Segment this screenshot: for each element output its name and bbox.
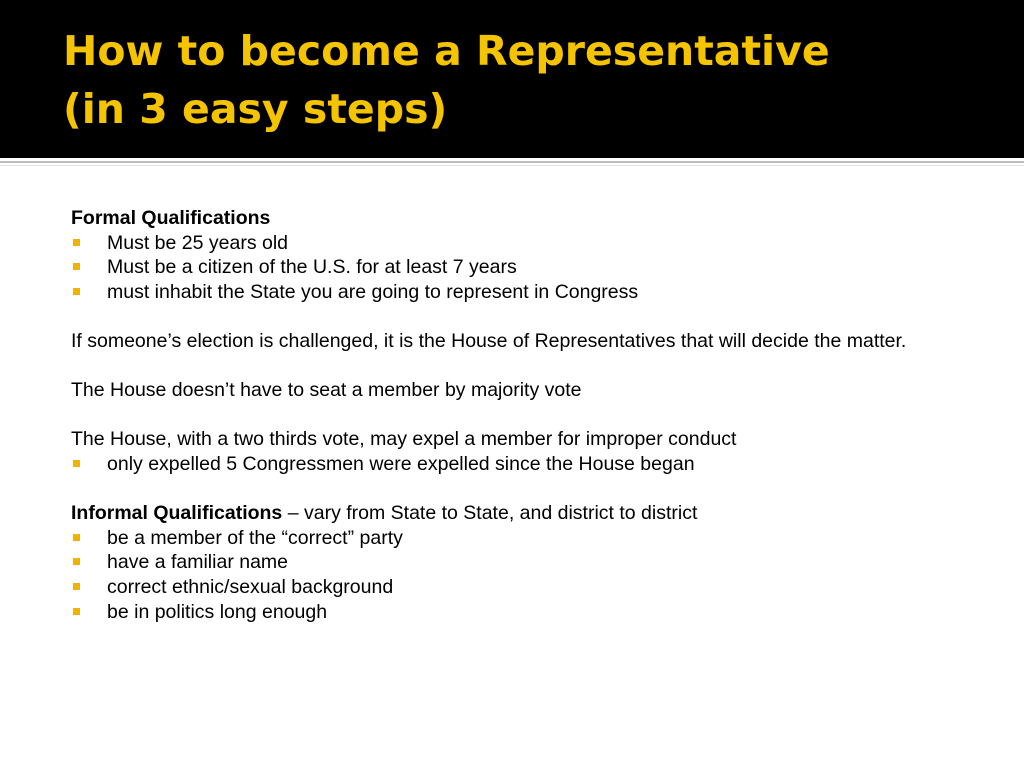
title-divider xyxy=(0,161,1024,163)
title-bar xyxy=(0,0,1024,158)
list-item-text: correct ethnic/sexual background xyxy=(107,575,394,598)
list-item-text: Must be 25 years old xyxy=(107,231,289,254)
list-item xyxy=(71,255,951,280)
bullet-square-icon xyxy=(73,288,80,295)
slide-title-line-1: How to become a Representative xyxy=(63,27,830,75)
seat-member-text: The House doesn’t have to seat a member by majority vote xyxy=(71,379,582,402)
bullet-square-icon xyxy=(73,534,80,541)
slide-title xyxy=(63,22,830,138)
election-challenge-text: If someone’s election is challenged, it is the House of Representatives that will decide the matter. xyxy=(71,329,907,352)
list-item xyxy=(71,280,951,305)
formal-qualifications-heading: Formal Qualifications xyxy=(71,207,271,229)
expel-member-text: The House, with a two thirds vote, may expel a member for improper conduct xyxy=(71,428,737,451)
informal-qualifications-heading xyxy=(71,501,951,526)
informal-heading-suffix: – vary from State to State, and district to district xyxy=(282,502,698,525)
list-item xyxy=(71,526,951,551)
list-item xyxy=(71,600,951,625)
list-item xyxy=(71,550,951,575)
list-item-text: be a member of the “correct” party xyxy=(107,526,403,549)
list-item xyxy=(71,231,951,256)
bullet-square-icon xyxy=(73,558,80,565)
list-item xyxy=(71,452,951,477)
bullet-square-icon xyxy=(73,460,80,467)
list-item-text: Must be a citizen of the U.S. for at least 7 years xyxy=(107,256,517,279)
title-divider-thin xyxy=(0,165,1024,166)
informal-heading-bold: Informal Qualifications xyxy=(71,502,283,525)
list-item xyxy=(71,575,951,600)
list-item-text: only expelled 5 Congressmen were expelled since the House began xyxy=(107,452,695,475)
slide-title-line-2: (in 3 easy steps) xyxy=(63,85,448,133)
list-item-text: have a familiar name xyxy=(107,551,289,574)
list-item-text: must inhabit the State you are going to represent in Congress xyxy=(107,280,639,303)
list-item-text: be in politics long enough xyxy=(107,600,328,623)
bullet-square-icon xyxy=(73,263,80,270)
slide-body xyxy=(71,206,951,624)
bullet-square-icon xyxy=(73,239,80,246)
bullet-square-icon xyxy=(73,583,80,590)
bullet-square-icon xyxy=(73,608,80,615)
